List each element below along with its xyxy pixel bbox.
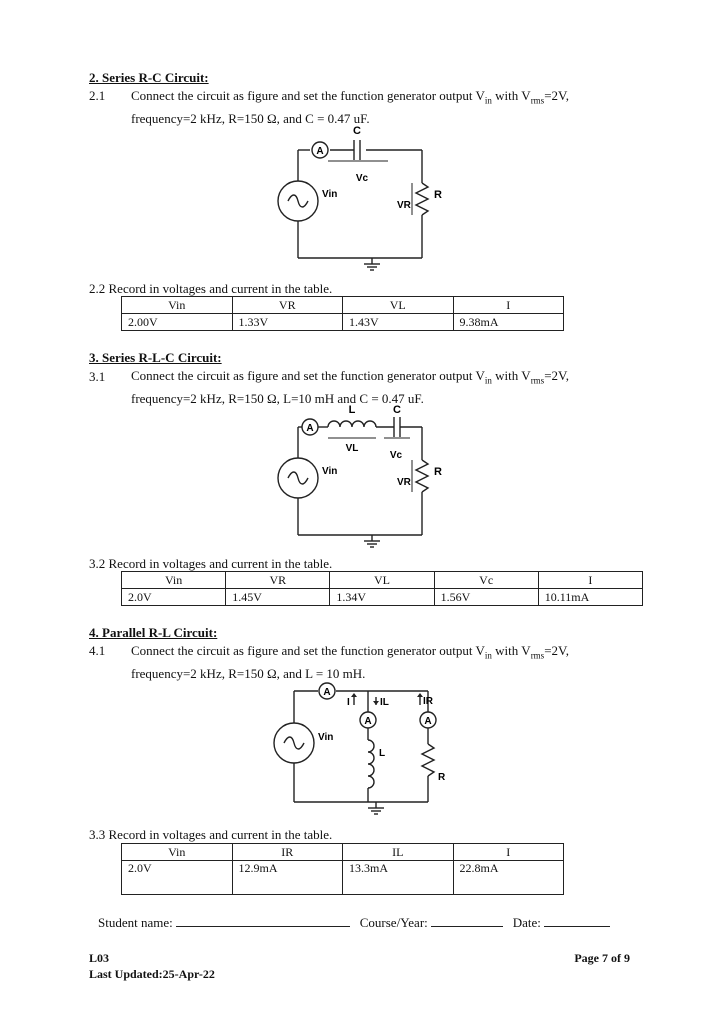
ammeter-label: A [364,716,372,727]
signoff-line [98,914,638,931]
table-cell: 10.11mA [538,589,642,606]
current-il-label: IL [380,697,389,708]
student-name-label: Student name: [98,915,173,930]
capacitor-label: C [393,404,401,416]
section3-record-caption: 3.2 Record in voltages and current in the table. [89,556,333,571]
table-header: Vin [122,572,226,589]
footer-last-updated: Last Updated:25-Apr-22 [89,967,215,981]
section2-results-table [121,296,564,331]
section4-item-number: 4.1 [89,643,106,658]
course-year-label: Course/Year: [359,915,428,930]
vl-label: VL [345,443,359,454]
ammeter-label: A [424,716,432,727]
table-header: VR [232,297,343,314]
footer-page-number: Page 7 of 9 [574,951,630,965]
current-i-label: I [347,697,350,708]
student-name-field[interactable] [176,914,350,927]
table-cell: 12.9mA [232,861,343,895]
table-cell: 13.3mA [343,861,454,895]
current-ir-label: IR [423,696,433,707]
inductor-label: L [379,748,386,759]
section2-heading: 2. Series R-C Circuit: [89,70,209,85]
date-field[interactable] [544,914,610,927]
table-header: VL [343,297,454,314]
parallel-rl-circuit-diagram [270,680,450,830]
section4-instruction: Connect the circuit as figure and set the function generator output $V_{in}$ with $V_{rms}=2V$, frequency=2 kHz, R=150 Ω, and L = 10 mH. [131,643,569,681]
section3-heading: 3. Series R-L-C Circuit: [89,350,222,365]
vc-label: Vc [355,173,369,184]
ammeter-label: A [316,146,324,157]
resistor-label: R [434,189,442,201]
section4-heading: 4. Parallel R-L Circuit: [89,625,218,640]
series-rc-circuit-diagram [270,125,450,275]
section3-item-number: 3.1 [89,369,106,384]
table-header: VR [226,572,330,589]
table-cell: 9.38mA [453,314,564,331]
section4-record-caption: 3.3 Record in voltages and current in the table. [89,827,333,842]
section2-instruction: Connect the circuit as figure and set the function generator output $V_{in}$ with $V_{rms}=2V$, frequency=2 kHz, R=150 Ω, and C = 0.47 uF. [131,88,569,126]
vin-label: Vin [322,189,338,200]
table-header: IR [232,844,343,861]
table-header: Vc [434,572,538,589]
resistor-label: R [438,772,446,783]
table-cell: 1.45V [226,589,330,606]
footer-code: L03 [89,951,110,965]
date-label: Date: [512,915,541,930]
table-header: I [453,844,564,861]
series-rlc-circuit-diagram [270,402,450,552]
table-header: VL [330,572,434,589]
vin-label: Vin [318,732,334,743]
capacitor-label: C [353,125,361,137]
table-cell: 2.00V [122,314,233,331]
table-header: IL [343,844,454,861]
table-header: Vin [122,844,233,861]
section4-results-table [121,843,564,895]
table-cell: 2.0V [122,589,226,606]
vc-label: Vc [389,450,403,461]
section3-results-table [121,571,643,606]
table-cell: 1.33V [232,314,343,331]
table-cell: 1.43V [343,314,454,331]
section3-instruction: Connect the circuit as figure and set the function generator output $V_{in}$ with $V_{rms}=2V$, frequency=2 kHz, R=150 Ω, L=10 mH and C = 0.47 uF. [131,368,569,406]
vr-label: VR [397,200,411,211]
table-header: I [538,572,642,589]
ammeter-label: A [323,687,331,698]
course-year-field[interactable] [431,914,503,927]
table-header: Vin [122,297,233,314]
table-cell: 1.34V [330,589,434,606]
table-cell: 22.8mA [453,861,564,895]
vin-label: Vin [322,466,338,477]
table-cell: 1.56V [434,589,538,606]
inductor-label: L [348,404,356,416]
section2-record-caption: 2.2 Record in voltages and current in the table. [89,281,333,296]
table-cell: 2.0V [122,861,233,895]
vr-label: VR [397,477,411,488]
ammeter-label: A [306,423,314,434]
section2-item-number: 2.1 [89,88,106,103]
resistor-label: R [434,466,442,478]
table-header: I [453,297,564,314]
